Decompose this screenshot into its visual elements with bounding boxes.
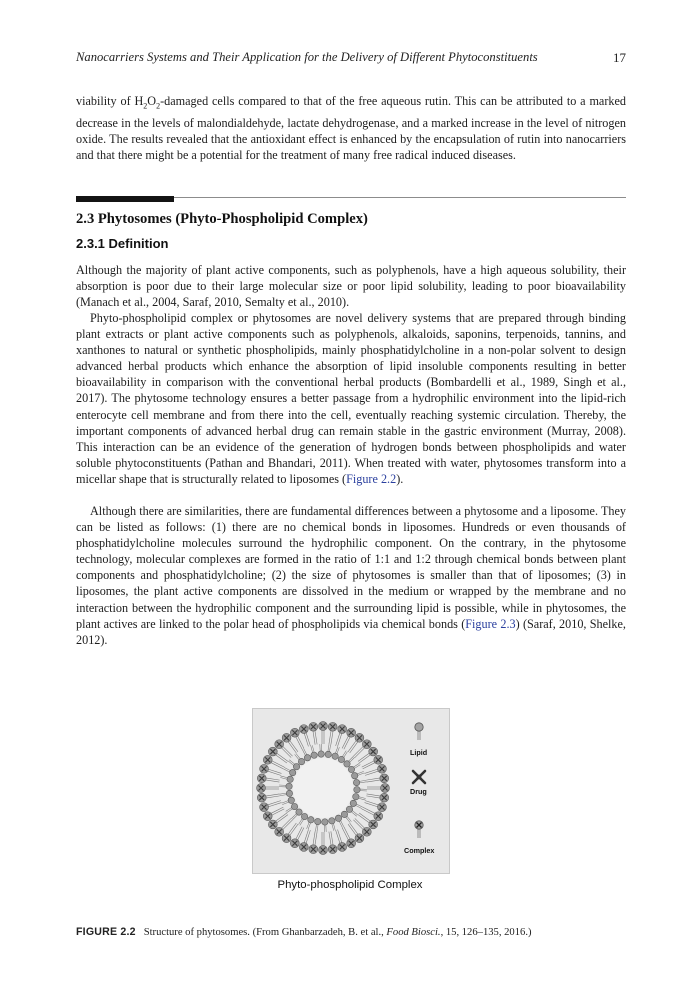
- inner-lipid: [354, 786, 367, 792]
- phytosome-vesicle: [257, 722, 390, 855]
- lipid-icon: [415, 723, 423, 740]
- inner-lipid: [280, 776, 293, 783]
- legend-lipid-label: Lipid: [410, 748, 428, 757]
- outer-complex: [353, 740, 371, 758]
- inner-lipid: [318, 744, 324, 757]
- outer-complex: [309, 831, 318, 853]
- inner-lipid: [295, 753, 305, 764]
- inner-lipid: [341, 811, 351, 822]
- outer-complex: [353, 818, 371, 836]
- outer-complex: [257, 784, 279, 793]
- outer-complex: [257, 774, 279, 783]
- legend-lipid: [410, 723, 427, 757]
- outer-complex: [257, 793, 279, 802]
- outer-complex: [366, 774, 388, 783]
- legend-drug-label: Drug: [410, 787, 427, 796]
- definition-paragraph-3: Although there are similarities, there are fundamental differences between a phytosome and a liposome. They can be listed as follows: (1) there are no chemical bonds in liposomes. Hundreds or even thousands of phosphatidylcholine molecules surround the hydrophilic component. On the contrary, in the phytosome technology, molecular complexes are formed in the ratio of 1:1 and 1:2 through chemical bonds between plant components and phosphatidylcholine; (2) the size of phytosomes is smaller than that of liposomes; (3) in liposomes, the plant active components are dissolved in the medium or wrapped by the membrane and no interaction between the hydrophilic component and the surrounding lipid is possible, while in phytosomes, the plant actives are linked to the polar head of phospholipids via chemical bonds (Figure 2.3) (Saraf, 2010, Shelke, 2012).: [76, 504, 626, 647]
- drug-icon: [413, 771, 425, 783]
- inner-lipid: [282, 797, 295, 805]
- outer-complex: [367, 784, 389, 793]
- inner-lipid: [344, 756, 355, 767]
- figure-2-3-link[interactable]: Figure 2.3: [465, 616, 516, 631]
- outer-complex: [275, 818, 293, 836]
- definition-paragraph-2: Phyto-phospholipid complex or phytosomes are novel delivery systems that are prepared through binding plant extracts or plant active components such as polyphenols, alkaloids, saponins, terpenoids, tannins, and xanthones to natural or synthetic phospholipids, mainly phosphatidylcholine in a non-polar solvent to design advanced herbal products which enhance the absorption of lipid insoluble components resulting in better bioavailability in comparison with the conventional herbal products (Bombardelli et al., 1989, Singh et al., 2017). The phytosome technology ensures a better passage from a hydrophilic environment into the lipid-rich enterocyte cell membrane and from there into the cell, eventually reaching systemic circulation. Thereby, the important components of advanced herbal drug can remain stable in the gastric environment (Murray, 2008). This interaction can be an evidence of the generation of hydrogen bonds between phospholipids and water soluble phytoconstituents (Pathan and Bhandari, 2011). When treated with water, phytosomes transform into a micellar shape that is structurally related to liposomes (Figure 2.2).: [76, 311, 626, 486]
- intro-paragraph: viability of $H_2O_2$-damaged cells compared to that of the free aqueous rutin. This can be attributed to a marked decrease in the levels of malondialdehyde, lactate dehydrogenase, and a marked increase in the level of nitrogen oxide. The results revealed that the antioxidant effect is enhanced by the encapsulation of rutin into nanocarriers and that there might be a potential for the treatment of many free radical induced diseases.: [76, 94, 626, 162]
- inner-lipid: [353, 794, 366, 801]
- inner-lipid: [329, 818, 336, 831]
- outer-complex: [275, 740, 293, 758]
- inner-lipid: [353, 779, 366, 785]
- outer-complex: [328, 831, 337, 853]
- legend-complex: [404, 821, 434, 855]
- section-rule-accent: [76, 196, 174, 202]
- complex-icon: [415, 821, 423, 838]
- outer-complex: [319, 832, 328, 854]
- outer-complex: [309, 722, 318, 744]
- inner-lipid: [332, 747, 340, 760]
- legend-complex-label: Complex: [404, 846, 435, 855]
- inner-lipid: [291, 809, 302, 820]
- inner-lipid: [279, 783, 292, 789]
- figure-title: Phyto-phospholipid Complex: [277, 879, 423, 891]
- figure-caption-label: FIGURE 2.2: [76, 926, 136, 938]
- figure-caption: FIGURE 2.2 Structure of phytosomes. (From Ghanbarzadeh, B. et al., Food Biosci., 15, 126–135, 2016.): [76, 926, 532, 938]
- outer-complex: [319, 722, 328, 744]
- page-number: 17: [613, 50, 626, 65]
- inner-lipid: [315, 818, 321, 831]
- figure-2-2-link[interactable]: Figure 2.2: [346, 471, 397, 486]
- inner-lipid: [307, 817, 315, 830]
- outer-complex: [366, 793, 388, 802]
- phytosome-figure: [252, 708, 450, 874]
- legend-drug: [410, 771, 427, 796]
- inner-lipid: [346, 806, 357, 816]
- section-heading: 2.3 Phytosomes (Phyto-Phospholipid Complex): [76, 211, 368, 227]
- outer-complex: [328, 722, 337, 744]
- inner-lipid: [325, 744, 331, 757]
- definition-paragraph-1: Although the majority of plant active components, such as polyphenols, have a high aqueous solubility, their absorption is poor due to their large molecular size or poor lipid solubility, leading to poor bioavailability (Manach et al., 2004, Saraf, 2010, Semalty et al., 2010).: [76, 263, 626, 310]
- phytosome-diagram: [253, 709, 449, 873]
- running-head: Nanocarriers Systems and Their Application for the Delivery of Different Phytoconstituents: [76, 50, 538, 64]
- aqueous-core: [293, 758, 353, 818]
- subsection-heading: 2.3.1 Definition: [76, 236, 169, 251]
- inner-lipid: [279, 790, 292, 796]
- inner-lipid: [311, 745, 318, 758]
- inner-lipid: [288, 760, 299, 770]
- inner-lipid: [322, 819, 328, 832]
- inner-lipid: [352, 771, 365, 779]
